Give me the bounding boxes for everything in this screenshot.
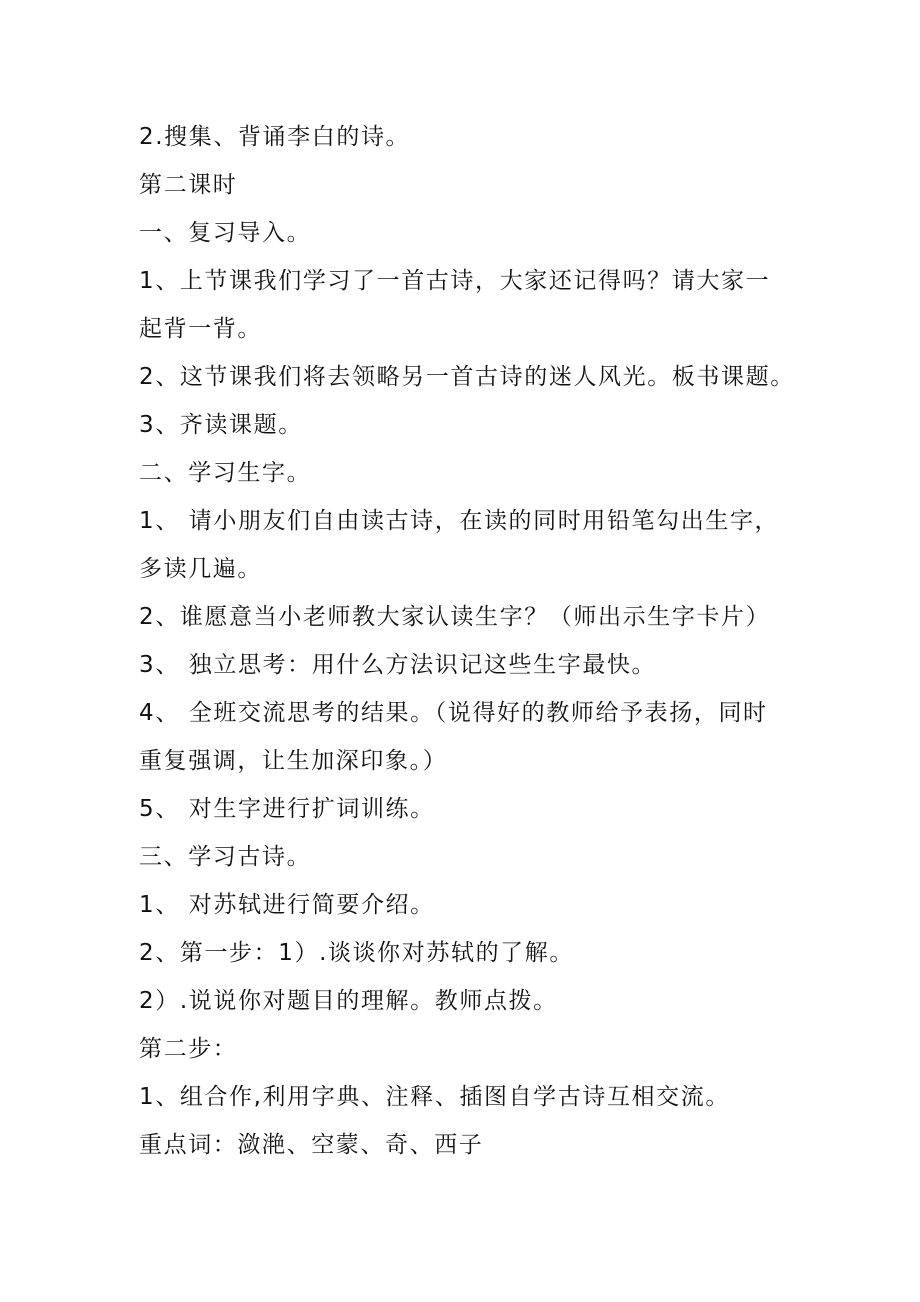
section-heading-poem: 三、学习古诗。 [139, 844, 312, 870]
text-line-step-two: 第二步： [139, 1036, 238, 1062]
text-line-poem-1: 1、 对苏轼进行简要介绍。 [139, 892, 435, 918]
text-line-step-two-1: 1、组合作,利用字典、注释、插图自学古诗互相交流。 [139, 1084, 730, 1110]
text-line-words-4: 4、 全班交流思考的结果。（说得好的教师给予表扬，同时 [139, 700, 768, 726]
text-line-words-2: 2、谁愿意当小老师教大家认读生字？（师出示生字卡片） [139, 604, 771, 630]
section-heading-review: 一、复习导入。 [139, 220, 312, 246]
text-line-review-1-cont: 起背一背。 [139, 316, 262, 342]
text-line-poem-2-sub: 2）.说说你对题目的理解。教师点拨。 [139, 988, 558, 1014]
text-line-words-1-cont: 多读几遍。 [139, 556, 262, 582]
text-line-words-3: 3、 独立思考：用什么方法识记这些生字最快。 [139, 652, 657, 678]
heading-second-lesson: 第二课时 [139, 172, 238, 198]
text-line-key-words: 重点词：潋滟、空蒙、奇、西子 [139, 1132, 484, 1158]
text-line-review-3: 3、齐读课题。 [139, 412, 303, 438]
section-heading-new-words: 二、学习生字。 [139, 460, 312, 486]
text-line-words-1: 1、 请小朋友们自由读古诗，在读的同时用铅笔勾出生字， [139, 508, 780, 534]
text-line-review-1: 1、上节课我们学习了一首古诗，大家还记得吗？请大家一 [139, 268, 771, 294]
text-line-review-2: 2、这节课我们将去领略另一首古诗的迷人风光。板书课题。 [139, 364, 795, 390]
text-line-words-5: 5、 对生字进行扩词训练。 [139, 796, 435, 822]
text-line-poem-2: 2、第一步：1）.谈谈你对苏轼的了解。 [139, 940, 574, 966]
text-line-words-4-cont: 重复强调，让生加深印象。） [139, 748, 448, 774]
text-line-task-collect-poems: 2.搜集、背诵李白的诗。 [139, 124, 411, 150]
